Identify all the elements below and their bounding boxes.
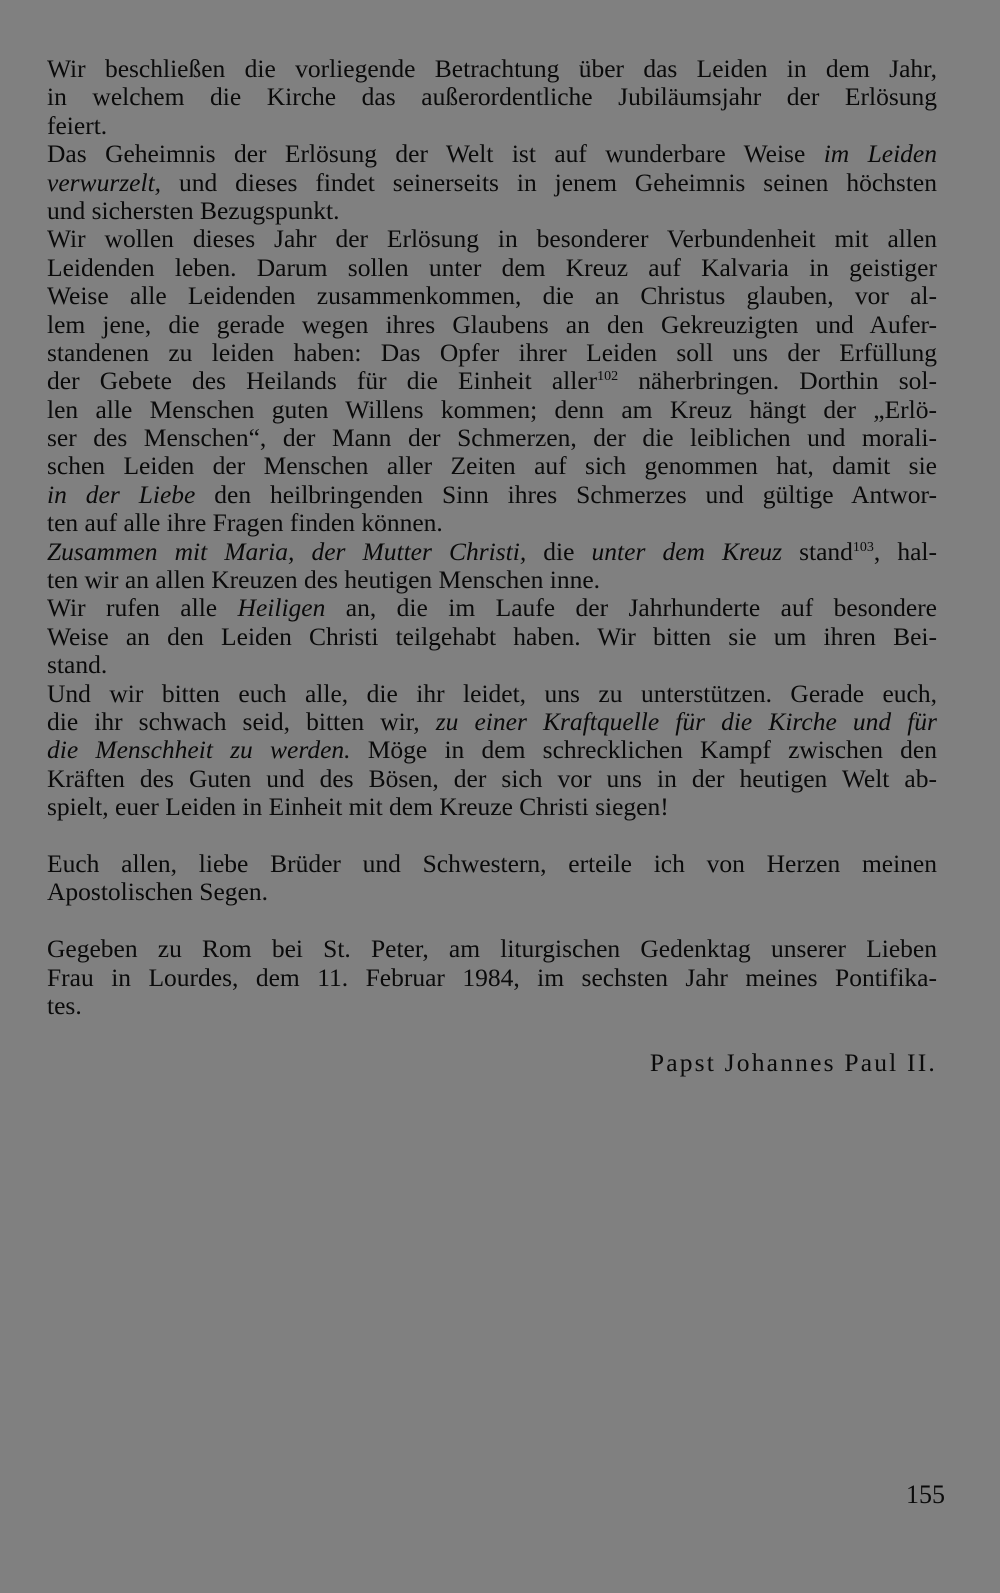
text-line [47,452,937,480]
text-segment: Wir beschließen die vorliegende Betrachtung über das Leiden in dem Jahr, [47,54,937,83]
text-segment: Wir rufen alle [47,593,238,623]
text-segment: standenen zu leiden haben: Das Opfer ihrer Leiden soll uns der Erfüllung [47,337,937,367]
emphasis-text: unter dem Kreuz [591,536,782,566]
text-line [47,225,937,253]
text-segment: in welchem die Kirche das außerordentliche Jubiläumsjahr der Erlösung [47,82,937,112]
emphasis-text: Heiligen [237,593,326,623]
text-line [47,651,937,679]
text-segment: und sichersten Bezugspunkt. [47,195,340,225]
text-line [47,509,937,537]
text-segment: ten wir an allen Kreuzen des heutigen Menschen inne. [47,565,601,595]
text-segment: den heilbringenden Sinn ihres Schmerzes und gültige Antwor- [195,479,937,509]
paragraph [47,55,937,140]
paragraph-gap [47,822,937,850]
text-segment: feiert. [47,110,108,140]
text-line [47,311,937,339]
text-line [47,992,937,1020]
text-line [47,367,937,395]
text-segment: , hal- [873,536,938,566]
text-line [47,680,937,708]
text-line [47,708,937,736]
text-line [47,112,937,140]
text-line [47,594,937,622]
text-segment: schen Leiden der Menschen aller Zeiten auf sich genommen hat, damit sie [47,451,937,481]
text-segment: der Gebete des Heilands für die Einheit aller [47,366,598,396]
text-line [47,83,937,111]
paragraph [47,538,937,595]
emphasis-text: verwurzelt, [47,167,162,197]
emphasis-text: in der Liebe [47,479,196,509]
emphasis-text: im Leiden [823,139,937,169]
main-text [47,55,937,1020]
text-segment: ten auf alle ihre Fragen finden können. [47,508,443,538]
text-segment: Weise alle Leidenden zusammenkommen, die an Christus glauben, vor al- [47,281,937,311]
text-line [47,169,937,197]
paragraph [47,594,937,679]
text-line [47,964,937,992]
text-segment: Apostolischen Segen. [47,877,268,907]
text-segment: Leidenden leben. Darum sollen unter dem Kreuz auf Kalvaria in geistiger [47,252,937,282]
text-segment: Das Geheimnis der Erlösung der Welt ist auf wunderbare Weise [47,139,824,169]
text-segment: stand [782,536,853,566]
text-segment: die ihr schwach seid, bitten wir, [47,706,436,736]
text-line [47,878,937,906]
text-line [47,623,937,651]
text-segment: Und wir bitten euch alle, die ihr leidet, uns zu unterstützen. Gerade euch, [47,678,937,708]
text-segment: Möge in dem schrecklichen Kampf zwischen den [350,735,937,765]
text-segment: Weise an den Leiden Christi teilgehabt haben. Wir bitten sie um ihren Bei- [47,621,937,651]
text-segment: stand. [47,650,108,680]
emphasis-text: die Menschheit zu werden. [47,735,351,765]
text-line [47,850,937,878]
text-line [47,538,937,566]
text-line [47,55,937,83]
text-segment: lem jene, die gerade wegen ihres Glaubens an den Gekreuzigten und Aufer- [47,309,937,339]
paragraph [47,140,937,225]
text-segment: ser des Menschen“, der Mann der Schmerzen, der die leiblichen und morali- [47,423,937,453]
footnote-reference: 102 [597,369,619,385]
text-line [47,793,937,821]
text-line [47,736,937,764]
text-line [47,282,937,310]
text-segment: Wir wollen dieses Jahr der Erlösung in besonderer Verbundenheit mit allen [47,224,937,254]
text-segment: Gegeben zu Rom bei St. Peter, am liturgischen Gedenktag unserer Lieben [47,934,937,964]
page-number: 155 [906,1480,945,1509]
emphasis-text: Zusammen mit Maria, der Mutter Christi, [47,536,527,566]
footnote-reference: 103 [852,539,874,555]
text-line [47,140,937,168]
paragraph [47,935,937,1020]
text-line [47,396,937,424]
text-segment: Euch allen, liebe Brüder und Schwestern, erteile ich von Herzen meinen [47,848,937,878]
text-line [47,424,937,452]
text-line [47,765,937,793]
text-line [47,935,937,963]
emphasis-text: zu einer Kraftquelle für die Kirche und für [435,706,937,736]
text-line [47,339,937,367]
text-segment: tes. [47,990,82,1020]
page-body [47,54,938,1077]
text-line [47,197,937,225]
text-segment: und dieses findet seinerseits in jenem Geheimnis seinen höchsten [161,167,937,197]
text-segment: len alle Menschen guten Willens kommen; denn am Kreuz hängt der „Erlö- [47,394,937,424]
text-segment: die [526,536,592,566]
paragraph [47,850,937,907]
text-segment: näherbringen. Dorthin sol- [618,366,937,396]
paragraph-gap [47,907,937,935]
paragraph [47,680,937,822]
signature: Papst Johannes Paul II. [649,1048,937,1077]
text-line [47,481,937,509]
text-segment: spielt, euer Leiden in Einheit mit dem Kreuze Christi siegen! [47,792,669,822]
paragraph [47,225,937,537]
text-segment: Kräften des Guten und des Bösen, der sich vor uns in der heutigen Welt ab- [47,763,937,793]
text-segment: an, die im Laufe der Jahrhunderte auf besondere [325,593,938,623]
text-line [47,254,937,282]
text-segment: Frau in Lourdes, dem 11. Februar 1984, im sechsten Jahr meines Pontifika- [47,962,937,992]
text-line [47,566,937,594]
